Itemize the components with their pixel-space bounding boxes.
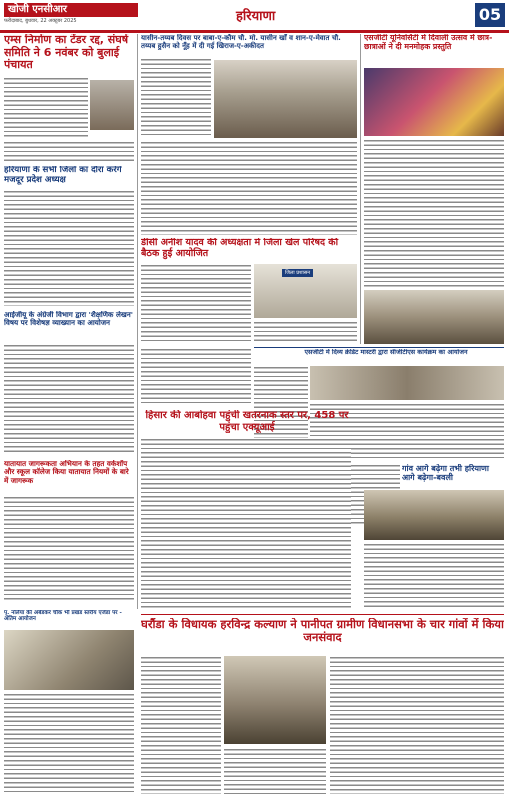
divider <box>254 347 504 348</box>
article-body <box>364 543 504 609</box>
article-body <box>4 77 88 139</box>
event-photo <box>4 630 134 690</box>
article-body <box>141 141 357 235</box>
headline-gharaunda: घरौंडा के विधायक हरविन्द्र कल्याण ने पानीपत ग्रामीण विधानसभा के चार गांवों में किया जनसंवाद <box>141 618 504 645</box>
masthead-subline: फरीदाबाद, बुधवार, 22 अक्टूबर 2025 <box>4 18 77 24</box>
article-body <box>254 321 357 344</box>
article-body <box>141 656 221 794</box>
column-rule <box>137 34 138 609</box>
headline-traffic: यातायात जागरूकता अभियान के तहत वर्कशॉप और स्कूल कॉलेज किया यातायात नियमों के बारे में जागरूक <box>4 460 129 485</box>
divider <box>141 614 504 615</box>
person-photo <box>90 80 134 130</box>
masthead: खोजी एनसीआर <box>4 3 138 17</box>
jansamvad-photo <box>224 656 326 744</box>
headline-teachers: हरियाणा के सभी जिलों का दौरा करेंगे मजदूर प्रदेश अध्यक्ष <box>4 166 122 185</box>
page-number: 05 <box>475 3 505 27</box>
gathering-photo <box>214 60 357 138</box>
crowd-photo <box>364 290 504 344</box>
headline-yaseen: यासीन-तय्यब दिवस पर बाबा-ए-कौम चौ. मो. यासीन खाँ व शान-ए-मेवात चौ. तय्यब हुसैन को नूँह में दी गई खिराज-ए-अकीदत <box>141 34 341 51</box>
article-body <box>141 348 251 406</box>
headline-deepawali: एसजीटी यूनिवर्सिटी में दिवाली उत्सव में छात्र-छात्राओं ने दी मनमोहक प्रस्तुति <box>364 34 493 51</box>
headline-unions: पृ. नलिया की अंबेडकर चौक भी प्रखंड स्तरीय एजेंडा पर - अंतिम आयोजन <box>4 610 122 623</box>
article-body <box>141 438 351 610</box>
program-photo <box>310 366 504 400</box>
headline-aiims: एम्स निर्माण का टेंडर रद्द, संघर्ष समिति ने 6 नवंबर को बुलाई पंचायत <box>4 34 129 72</box>
festival-photo <box>364 68 504 136</box>
article-body <box>141 58 211 138</box>
article-body <box>4 344 134 454</box>
article-body <box>330 656 504 794</box>
article-body <box>364 139 504 287</box>
headline-village: गांव आगे बढ़ेगा तभी हरियाणा आगे बढ़ेगा-बवली <box>402 464 489 483</box>
article-body <box>4 190 134 306</box>
headline-sgt-program: एसजीटी में दिव्य क्रेडिट मास्टरी द्वारा सीजीटीएस कार्यक्रम का आयोजन <box>304 349 468 356</box>
headline-dc-sports: डीसी अनीश यादव की अध्यक्षता में जिला खेल परिषद की बैठक हुई आयोजित <box>141 238 339 259</box>
article-body <box>4 496 134 602</box>
article-body <box>4 141 134 161</box>
photo-banner: जिला प्रशासन <box>282 269 313 277</box>
column-rule <box>360 34 361 344</box>
article-body <box>141 264 251 344</box>
article-body <box>4 693 134 793</box>
page-header <box>0 0 509 33</box>
article-body <box>224 748 326 794</box>
headline-iti: आईजीयू के अंग्रेजी विभाग द्वारा 'शैक्षणिक लेखन' विषय पर विशेषज्ञ व्याख्यान का आयोजन <box>4 311 133 328</box>
village-photo <box>364 490 504 540</box>
section-title: हरियाणा <box>236 9 276 24</box>
meeting-photo <box>254 264 357 318</box>
headline-aqi: हिसार की आबोहवा पहुंची खतरनाक स्तर पर, 458 पर पहुंचा एक्यूआई <box>145 410 349 433</box>
